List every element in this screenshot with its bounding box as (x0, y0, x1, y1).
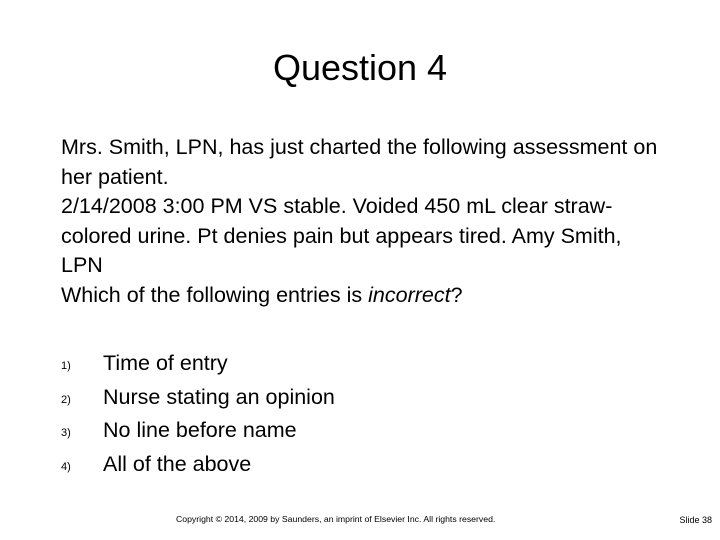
slide-number: Slide 38 (679, 515, 712, 525)
option-text: Nurse stating an opinion (103, 384, 335, 409)
answer-option[interactable] (61, 448, 661, 482)
option-number: 1) (61, 360, 71, 372)
intro-text: Mrs. Smith, LPN, has just charted the following assessment on her patient. (61, 135, 658, 189)
answer-option[interactable] (61, 381, 661, 415)
question-prompt-end: ? (450, 282, 463, 307)
intro-paragraph (61, 133, 661, 192)
question-prompt (61, 281, 661, 311)
option-text: Time of entry (103, 351, 228, 375)
option-text: No line before name (103, 418, 297, 442)
option-number: 3) (61, 427, 71, 439)
question-emphasis: incorrect (368, 282, 451, 307)
option-number: 4) (61, 460, 71, 473)
slide-title: Question 4 (272, 47, 448, 88)
chart-entry-paragraph (61, 192, 661, 281)
answer-options (61, 347, 661, 481)
footer-copyright: Copyright © 2014, 2009 by Saunders, an imprint of Elsevier Inc. All rights reserved. (176, 514, 496, 524)
option-text: All of the above (103, 451, 252, 476)
question-body (61, 133, 661, 310)
answer-option[interactable] (61, 414, 661, 448)
answer-option[interactable] (61, 347, 661, 381)
option-number: 2) (61, 393, 71, 406)
question-prompt-text: Which of the following entries is (61, 282, 369, 307)
chart-entry-text: 2/14/2008 3:00 PM VS stable. Voided 450 mL clear straw-colored urine. Pt denies pain but appears tired. Amy Smith, LPN (61, 194, 622, 277)
